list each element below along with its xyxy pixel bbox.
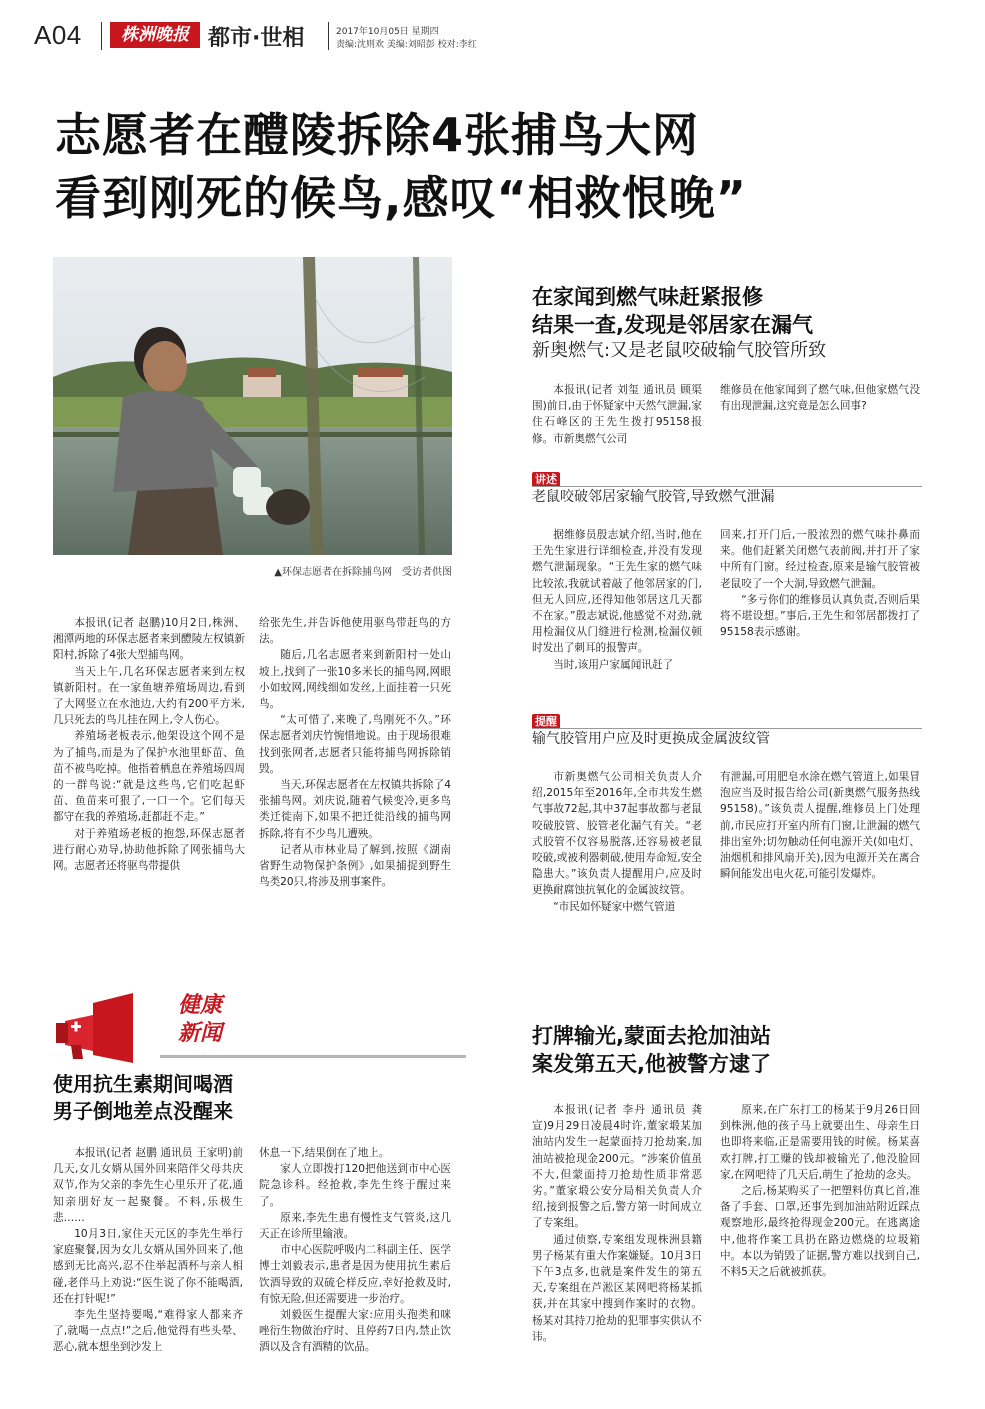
health-paragraph: 李先生坚持要喝,“难得家人都来齐了,就喝一点点!”之后,他觉得有些头晕、恶心,就本想坐到沙发上: [53, 1309, 243, 1354]
gas-sec1-left: [532, 527, 702, 673]
robbery-headline-2: 案发第五天,他被警方逮了: [532, 1052, 771, 1076]
section-tag: 讲述: [532, 472, 560, 487]
robbery-paragraph: 通过侦察,专案组发现株洲县籍男子杨某有重大作案嫌疑。10月3日下午3点多,也就是案件发生的第五天,专案组在芦淞区某网吧将杨某抓获,并在其家中搜到作案时的衣物。杨某对其持刀抢劫的犯罪事实供认不讳。: [532, 1233, 702, 1343]
date-line: 2017年10月05日 星期四: [336, 27, 439, 37]
section-tag: 提醒: [532, 714, 560, 729]
health-paragraph: 本报讯(记者 赵鹏 通讯员 王家明)前几天,女儿女婿从国外回来陪伴父母共庆双节,作为父亲的李先生心里乐开了花,通知亲朋好友一起聚餐。不料,乐极生悲……: [53, 1147, 243, 1224]
lead-paragraph: “太可惜了,来晚了,鸟刚死不久。”环保志愿者刘庆竹惋惜地说。由于现场很难找到张网者,志愿者只能将捕鸟网拆除销毁。: [259, 714, 451, 775]
lead-headline-line2: 看到刚死的候鸟,感叹“相救恨晚”: [55, 171, 747, 225]
health-paragraph: 刘毅医生提醒大家:应用头孢类和咪唑衍生物做治疗时、且停药7日内,禁止饮酒以及含有酒精的饮品。: [259, 1309, 451, 1354]
lead-photo: [53, 257, 452, 555]
gas-paragraph: “多亏你们的维修员认真负责,否则后果将不堪设想。”事后,王先生和邻居都拨打了95158表示感谢。: [720, 593, 920, 639]
gas-section1-title: 老鼠咬破邻居家输气胶管,导致燃气泄漏: [532, 489, 775, 505]
gas-paragraph: 维修员在他家闻到了燃气味,但他家燃气没有出现泄漏,这究竟是怎么回事?: [720, 384, 920, 413]
gas-section2-header: [532, 710, 560, 729]
editors-line: 责编:沈则欢 美编:刘昭彭 校对:李红: [336, 40, 477, 50]
health-label-1: 健康: [178, 993, 223, 1018]
lead-body-col2: [259, 615, 451, 890]
masthead-divider-2: [328, 22, 329, 50]
gas-section1-rule: [532, 486, 922, 487]
gas-paragraph: 有泄漏,可用肥皂水涂在燃气管道上,如果冒泡应当及时报告给公司(新奥燃气服务热线95158)。”该负责人提醒,维修员上门处理前,市民应打开室内所有门窗,让泄漏的燃气排出室外;切勿触动任何电源开关(如电灯、油烟机和排风扇开关),因为电源开关在离合瞬间能发出电火花,可能引发爆炸。: [720, 771, 920, 881]
lead-body-col1: [53, 615, 245, 874]
health-label-2: 新闻: [178, 1021, 223, 1046]
gas-intro-right: [720, 382, 920, 414]
gas-paragraph: 回来,打开门后,一股浓烈的燃气味扑鼻而来。他们赶紧关闭燃气表前阀,并打开了家中所有门窗。经过检查,原来是输气胶管被老鼠咬了一个大洞,导致燃气泄漏。: [720, 529, 920, 590]
gas-sec2-left: [532, 769, 702, 915]
lead-paragraph: 养殖场老板表示,他架设这个网不是为了捕鸟,而是为了保护水池里虾苗、鱼苗不被鸟吃掉。他指着栖息在养殖场四周的一群鸟说:“就是这些鸟,它们吃起虾苗、鱼苗来可狠了,一口一个。它们每天都守在我的养殖场,赶都赶不走。”: [53, 730, 245, 824]
gas-sec1-right: [720, 527, 920, 640]
masthead: [0, 0, 985, 60]
gas-paragraph: 当时,该用户家属闻讯赶了: [553, 658, 674, 671]
lead-paragraph: 随后,几名志愿者来到新阳村一处山坡上,找到了一张10多米长的捕鸟网,网眼小如蚊网,网线细如发丝,上面挂着一只死鸟。: [259, 649, 451, 711]
health-headline-1: 使用抗生素期间喝酒: [53, 1072, 233, 1096]
masthead-divider: [101, 22, 102, 50]
gas-headline-1: 在家闻到燃气味赶紧报修: [532, 285, 763, 309]
health-paragraph: 休息一下,结果倒在了地上。: [259, 1147, 390, 1159]
gas-paragraph: “市民如怀疑家中燃气管道: [553, 900, 676, 913]
gas-headline-2: 结果一查,发现是邻居家在漏气: [532, 313, 813, 337]
robbery-paragraph: 本报讯(记者 李丹 通讯员 龚宣)9月29日凌晨4时许,董家塅某加油站内发生一起蒙面持刀抢劫案,加油站被抢现金200元。“涉案价值虽不大,但蒙面持刀抢劫性质非常恶劣。”董家塅公安分局相关负责人介绍,接到报警之后,警方第一时间成立了专案组。: [532, 1104, 702, 1230]
gas-paragraph: 市新奥燃气公司相关负责人介绍,2015年至2016年,全市共发生燃气事故72起,其中37起事故都与老鼠咬破胶管、胶管老化漏气有关。“老式胶管不仅容易脱落,还容易被老鼠咬破,或被利器刺破,使用寿命短,安全隐患大。”该负责人提醒用户,应及时更换耐腐蚀抗氧化的金属波纹管。: [532, 771, 702, 897]
lead-paragraph: 记者从市林业局了解到,按照《湖南省野生动物保护条例》,如果捕捉到野生鸟类20只,将涉及刑事案件。: [259, 843, 451, 889]
lead-paragraph: 对于养殖场老板的抱怨,环保志愿者进行耐心劝导,协助他拆除了网张捕鸟大网。志愿者还将驱鸟带提供: [53, 827, 245, 873]
gas-section1-header: [532, 468, 560, 487]
health-paragraph: 市中心医院呼吸内二科副主任、医学博士刘毅表示,患者是因为使用抗生素后饮酒导致的双硫仑样反应,幸好抢救及时,有惊无险,但还需要进一步治疗。: [259, 1244, 451, 1305]
robbery-paragraph: 之后,杨某购买了一把塑料仿真匕首,准备了手套、口罩,还事先到加油站附近踩点观察地形,最终抢得现金200元。在逃离途中,他将作案工具扔在路边燃烧的垃圾箱中。本以为销毁了证据,警方难以找到自己,不料5天之后就被抓获。: [720, 1185, 920, 1279]
photo-caption: ▲环保志愿者在拆除捕鸟网 受访者供图: [274, 567, 452, 578]
health-body-col1: [53, 1145, 243, 1356]
health-rule: [160, 1055, 466, 1058]
lead-paragraph: 当天上午,几名环保志愿者来到左权镇新阳村。在一家鱼塘养殖场周边,看到了大网竖立在水池边,大约有200平方米,几只死去的鸟儿挂在网上,令人伤心。: [53, 665, 245, 727]
gas-subhead: 新奥燃气:又是老鼠咬破输气胶管所致: [532, 340, 827, 361]
gas-intro-left: [532, 382, 702, 447]
gas-section2-title: 输气胶管用户应及时更换成金属波纹管: [532, 731, 770, 747]
health-paragraph: 家人立即拨打120把他送到市中心医院急诊科。经抢救,李先生终于醒过来了。: [259, 1163, 451, 1208]
robbery-body-col2: [720, 1102, 920, 1280]
health-headline-2: 男子倒地差点没醒来: [53, 1099, 233, 1123]
paper-logo: 株洲晚报: [110, 22, 200, 48]
gas-paragraph: 据维修员殷志斌介绍,当时,他在王先生家进行详细检查,并没有发现燃气泄漏现象。“王先生家的燃气味比较浓,我就试着敲了他邻居家的门,但无人回应,还得知他邻居这几天都不在家。”殷志斌说,他感觉不对劲,就用检漏仪从门缝进行检测,检漏仪顿时发出了刺耳的报警声。: [532, 529, 702, 655]
robbery-paragraph: 原来,在广东打工的杨某于9月26日回到株洲,他的孩子马上就要出生、母亲生日也即将来临,正是需要用钱的时候。杨某喜欢打牌,打工赚的钱却被输光了,他没脸回家,在网吧待了几天后,萌生了抢劫的念头。: [720, 1104, 920, 1181]
lead-paragraph: 本报讯(记者 赵鹏)10月2日,株洲、湘潭两地的环保志愿者来到醴陵左权镇新阳村,拆除了4张大型捕鸟网。: [53, 617, 245, 662]
health-body-col2: [259, 1145, 451, 1356]
lead-paragraph: 当天,环保志愿者在左权镇共拆除了4张捕鸟网。刘庆说,随着气候变冷,更多鸟类迁徙南下,如果不把迁徙沿线的捕鸟网拆除,将有不少鸟儿遭殃。: [259, 779, 451, 840]
robbery-body-col1: [532, 1102, 702, 1345]
gas-sec2-right: [720, 769, 920, 882]
lead-paragraph: 给张先生,并告诉他使用驱鸟带赶鸟的方法。: [259, 617, 451, 646]
page-number: A04: [34, 20, 82, 50]
section-name: 都市·世相: [208, 26, 305, 51]
health-paragraph: 原来,李先生患有慢性支气管炎,这几天正在诊所里输液。: [259, 1211, 451, 1241]
health-column-logo: [53, 993, 233, 1063]
robbery-headline-1: 打牌输光,蒙面去抢加油站: [532, 1024, 771, 1048]
health-paragraph: 10月3日,家住天元区的李先生举行家庭聚餐,因为女儿女婿从国外回来了,他感到无比高兴,忍不住举起酒杯与亲人相碰,老伴马上劝说:“医生说了你不能喝酒,还在打针呢!”: [53, 1228, 243, 1305]
volunteer-photo-illustration: [53, 257, 452, 555]
megaphone-icon: [53, 993, 143, 1063]
lead-headline-line1: 志愿者在醴陵拆除4张捕鸟大网: [55, 108, 700, 162]
gas-paragraph: 本报讯(记者 刘玺 通讯员 顾渠围)前日,由于怀疑家中天然气泄漏,家住石峰区的王先生拨打95158报修。市新奥燃气公司: [532, 384, 702, 445]
gas-section2-rule: [532, 728, 922, 729]
